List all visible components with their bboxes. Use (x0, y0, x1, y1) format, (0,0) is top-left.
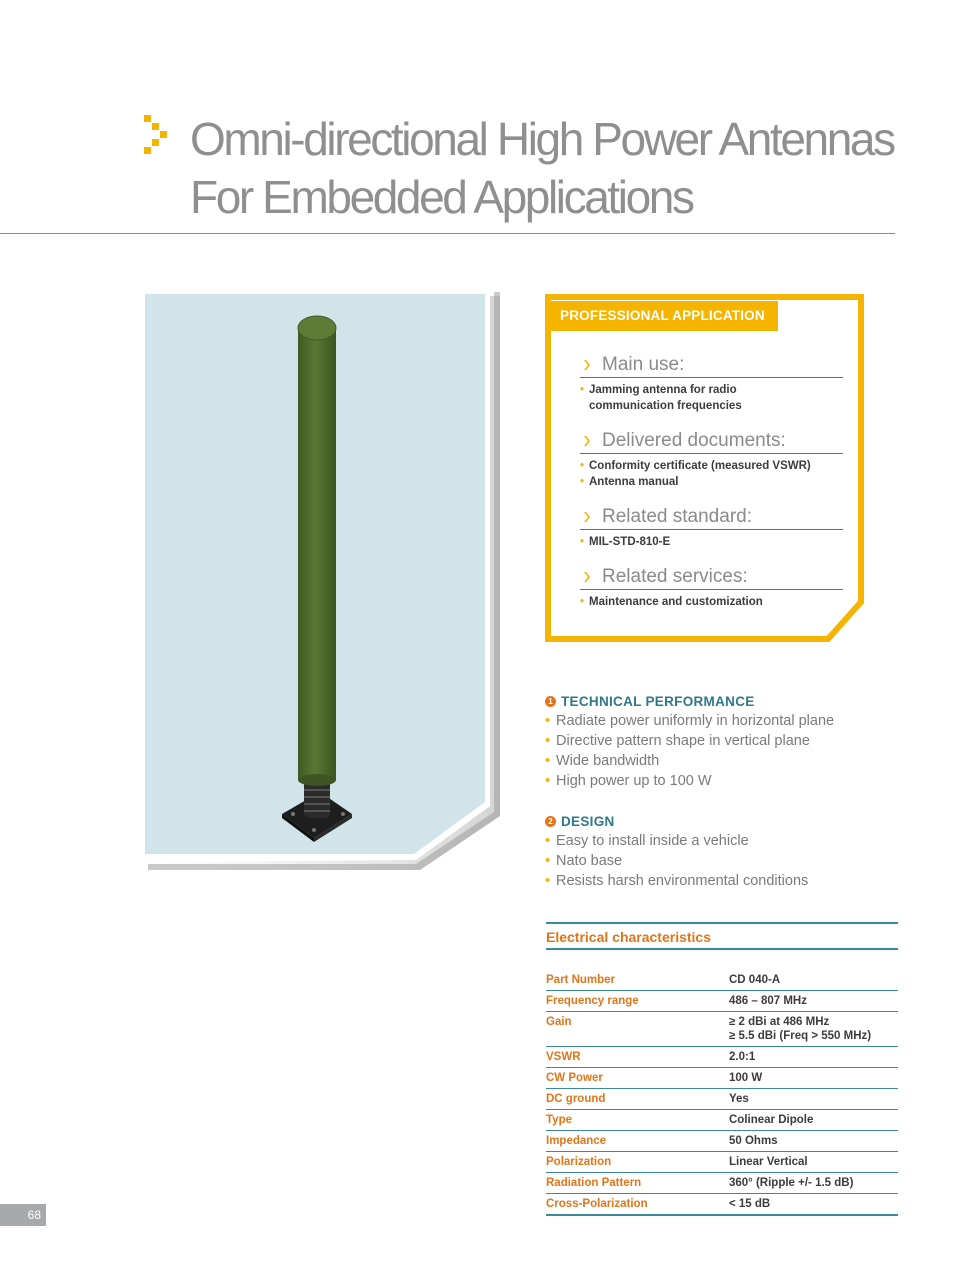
main-use-section (580, 352, 843, 414)
row-value: Colinear Dipole (729, 1114, 814, 1126)
gain-value-line-1: ≥ 2 dBi at 486 MHz (729, 1016, 830, 1028)
row-label: CW Power (546, 1072, 603, 1084)
table-row (546, 1110, 898, 1131)
related-services-label: Related services: (602, 565, 748, 587)
row-label: Frequency range (546, 995, 639, 1007)
delivered-documents-title (580, 428, 843, 454)
table-row (546, 1152, 898, 1173)
page-title-line-2: For Embedded Applications (190, 171, 693, 223)
technical-performance-section (545, 691, 905, 791)
row-value: 100 W (729, 1072, 763, 1084)
professional-application-header: PROFESSIONAL APPLICATION (546, 301, 778, 331)
electrical-characteristics-title: Electrical characteristics (546, 922, 898, 950)
title-divider (0, 233, 895, 234)
electrical-characteristics (546, 922, 898, 1216)
technical-performance-title: TECHNICAL PERFORMANCE (561, 693, 755, 709)
row-label: Radiation Pattern (546, 1177, 642, 1189)
page-title-line-1: Omni-directional High Power Antennas (190, 113, 894, 165)
related-services-item: • Maintenance and customization (580, 594, 843, 610)
related-standard-label: Related standard: (602, 505, 752, 527)
delivered-documents-item: • Conformity certificate (measured VSWR) (580, 458, 843, 474)
list-item: • Resists harsh environmental conditions (545, 871, 905, 891)
delivered-documents-item: • Antenna manual (580, 474, 843, 490)
page-number: 68 (0, 1204, 46, 1226)
table-row (546, 970, 898, 991)
product-image-frame (138, 286, 508, 878)
row-value: Yes (729, 1093, 749, 1105)
table-row (546, 1131, 898, 1152)
row-value: CD 040-A (729, 974, 781, 986)
row-value: 360° (Ripple +/- 1.5 dB) (729, 1177, 854, 1189)
chevron-right-icon (582, 435, 594, 447)
list-item: • High power up to 100 W (545, 771, 905, 791)
table-row (546, 1194, 898, 1216)
row-label: Part Number (546, 974, 616, 986)
list-item: • Radiate power uniformly in horizontal plane (545, 711, 905, 731)
table-row (546, 1068, 898, 1089)
design-section (545, 811, 905, 891)
table-row (546, 1089, 898, 1110)
row-label: Impedance (546, 1135, 607, 1147)
table-row (546, 1047, 898, 1068)
row-label: Polarization (546, 1156, 612, 1168)
page-title (190, 110, 930, 226)
table-row (546, 1173, 898, 1194)
list-item: • Wide bandwidth (545, 751, 905, 771)
list-item: • Easy to install inside a vehicle (545, 831, 905, 851)
row-value: Linear Vertical (729, 1156, 808, 1168)
number-badge-icon: 1 (545, 696, 556, 707)
row-value: < 15 dB (729, 1198, 771, 1210)
row-value (729, 1012, 898, 1047)
chevron-right-icon (582, 511, 594, 523)
row-value: 2.0:1 (729, 1051, 756, 1063)
main-use-title (580, 352, 843, 378)
electrical-table (546, 970, 898, 1216)
title-marker-icon (144, 115, 168, 159)
table-row (546, 991, 898, 1012)
row-value: 50 Ohms (729, 1135, 778, 1147)
row-label: Gain (546, 1016, 572, 1028)
related-standard-section (580, 504, 843, 550)
main-use-item: • Jamming antenna for radio communication frequencies (580, 382, 780, 414)
delivered-documents-section (580, 428, 843, 490)
antenna-product-image (138, 286, 508, 878)
design-title: DESIGN (561, 813, 615, 829)
gain-value-line-2: ≥ 5.5 dBi (Freq > 550 MHz) (729, 1030, 872, 1042)
row-label: DC ground (546, 1093, 606, 1105)
list-item: • Nato base (545, 851, 905, 871)
related-services-section (580, 564, 843, 610)
related-standard-item: • MIL-STD-810-E (580, 534, 843, 550)
table-row (546, 1012, 898, 1047)
chevron-right-icon (582, 571, 594, 583)
delivered-documents-label: Delivered documents: (602, 429, 786, 451)
row-label: VSWR (546, 1051, 581, 1063)
chevron-right-icon (582, 359, 594, 371)
related-services-title (580, 564, 843, 590)
main-use-label: Main use: (602, 353, 685, 375)
row-value: 486 – 807 MHz (729, 995, 807, 1007)
list-item: • Directive pattern shape in vertical plane (545, 731, 905, 751)
number-badge-icon: 2 (545, 816, 556, 827)
row-label: Type (546, 1114, 572, 1126)
row-label: Cross-Polarization (546, 1198, 648, 1210)
related-standard-title (580, 504, 843, 530)
